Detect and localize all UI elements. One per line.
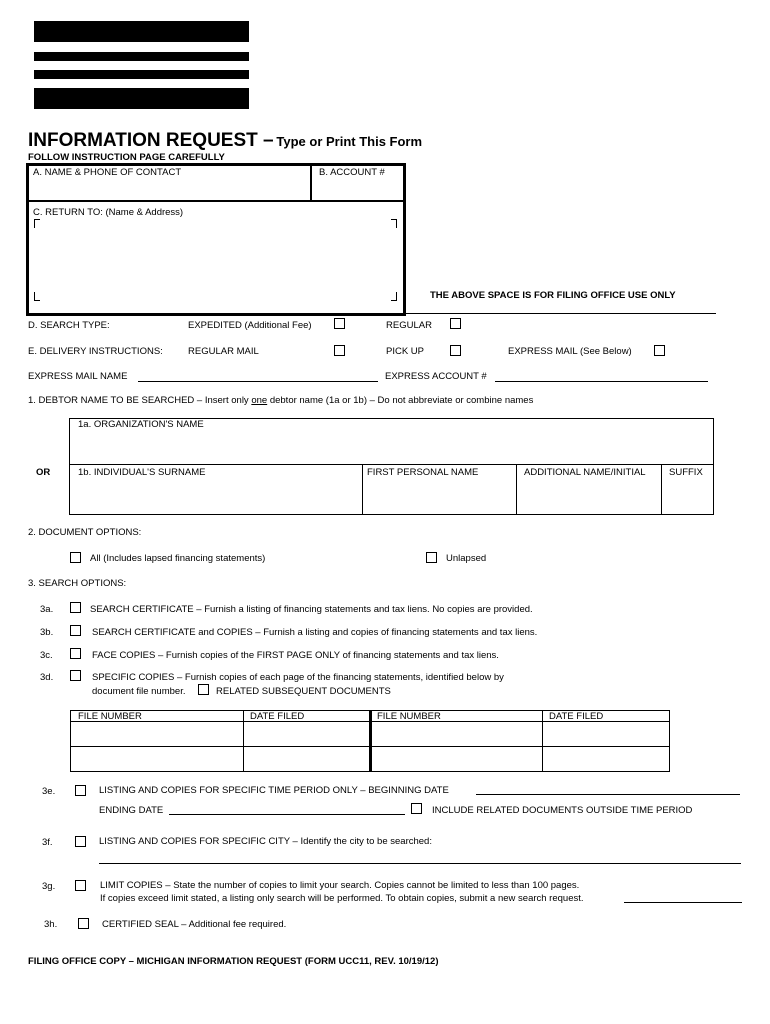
express-name-input[interactable] [138,381,378,382]
option-3d-number: 3d. [40,672,54,683]
document-options-heading: 2. DOCUMENT OPTIONS: [28,527,142,538]
option-3a-number: 3a. [40,604,54,615]
corner-mark-tl [34,219,40,228]
file-number-cell-1[interactable] [71,722,242,746]
suffix-label: SUFFIX [669,467,703,478]
file-table-col-divider-1 [243,710,244,772]
file-table-col-divider-2 [369,710,372,772]
account-label: B. ACCOUNT # [319,167,385,178]
option-3a-checkbox[interactable] [70,602,81,613]
organization-name-label: 1a. ORGANIZATION'S NAME [78,419,204,430]
header-redaction-bar-4 [34,88,249,109]
express-account-input[interactable] [495,381,708,382]
file-number-cell-2[interactable] [373,722,541,746]
file-number-cell-4[interactable] [373,747,541,771]
express-name-label: EXPRESS MAIL NAME [28,371,128,382]
date-filed-cell-4[interactable] [544,747,669,771]
option-3b-number: 3b. [40,627,54,638]
or-label: OR [36,467,51,478]
express-account-label: EXPRESS ACCOUNT # [385,371,487,382]
file-table-header-2: DATE FILED [250,711,305,722]
include-related-label: INCLUDE RELATED DOCUMENTS OUTSIDE TIME PERIOD [432,805,693,816]
delivery-label: E. DELIVERY INSTRUCTIONS: [28,346,163,357]
related-subsequent-checkbox[interactable] [198,684,209,695]
option-3e-number: 3e. [42,786,56,797]
regular-mail-label: REGULAR MAIL [188,346,259,357]
option-3g-text: LIMIT COPIES – State the number of copies to limit your search. Copies cannot be limited to less than 100 pages. [100,880,580,891]
debtor-heading-pre: 1. DEBTOR NAME TO BE SEARCHED – Insert only [28,395,252,406]
search-options-heading: 3. SEARCH OPTIONS: [28,578,127,589]
file-table-header-4: DATE FILED [549,711,604,722]
corner-mark-tr [391,219,397,228]
corner-mark-bl [34,292,40,301]
option-3g-checkbox[interactable] [75,880,86,891]
copy-limit-input[interactable] [624,902,742,903]
option-3c-number: 3c. [40,650,53,661]
ending-date-input[interactable] [169,814,405,815]
first-name-label: FIRST PERSONAL NAME [367,467,479,478]
express-mail-checkbox[interactable] [654,345,665,356]
option-3a-text: SEARCH CERTIFICATE – Furnish a listing of financing statements and tax liens. No copies are provided. [90,604,533,615]
file-table-col-divider-3 [542,710,543,772]
option-3d-text: SPECIFIC COPIES – Furnish copies of each page of the financing statements, identified below by [92,672,504,683]
return-to-label: C. RETURN TO: (Name & Address) [33,207,184,218]
option-3b-checkbox[interactable] [70,625,81,636]
option-3d-text-line2: document file number. [92,686,186,697]
page-title [28,130,422,152]
header-redaction-bar-2 [34,52,249,61]
option-3h-text: CERTIFIED SEAL – Additional fee required. [102,919,287,930]
debtor-heading-post: debtor name (1a or 1b) – Do not abbreviate or combine names [267,395,534,406]
file-table-header-3: FILE NUMBER [377,711,441,722]
unlapsed-label: Unlapsed [446,553,487,564]
surname-label: 1b. INDIVIDUAL'S SURNAME [78,467,206,478]
filing-office-note: THE ABOVE SPACE IS FOR FILING OFFICE USE ONLY [430,290,676,301]
city-input[interactable] [99,863,741,864]
debtor-heading [28,395,533,406]
ending-date-label: ENDING DATE [99,805,164,816]
all-documents-label: All (Includes lapsed financing statements) [90,553,266,564]
unlapsed-checkbox[interactable] [426,552,437,563]
pick-up-checkbox[interactable] [450,345,461,356]
option-3d-checkbox[interactable] [70,670,81,681]
date-filed-cell-2[interactable] [544,722,669,746]
search-type-label: D. SEARCH TYPE: [28,320,110,331]
expedited-checkbox[interactable] [334,318,345,329]
file-table-header-1: FILE NUMBER [78,711,142,722]
date-filed-cell-3[interactable] [245,747,368,771]
regular-label: REGULAR [386,320,432,331]
option-3c-checkbox[interactable] [70,648,81,659]
option-3c-text: FACE COPIES – Furnish copies of the FIRST PAGE ONLY of financing statements and tax liens. [92,650,499,661]
related-subsequent-label: RELATED SUBSEQUENT DOCUMENTS [216,686,391,697]
option-3b-text: SEARCH CERTIFICATE and COPIES – Furnish a listing and copies of financing statements and tax liens. [92,627,538,638]
debtor-heading-emphasis: one [251,395,268,406]
additional-name-label: ADDITIONAL NAME/INITIAL [524,467,646,478]
form-subtitle: Type or Print This Form [276,134,423,149]
beginning-date-input[interactable] [476,794,740,795]
regular-mail-checkbox[interactable] [334,345,345,356]
option-3h-number: 3h. [44,919,58,930]
option-3g-number: 3g. [42,881,56,892]
option-3f-checkbox[interactable] [75,836,86,847]
option-3h-checkbox[interactable] [78,918,89,929]
regular-checkbox[interactable] [450,318,461,329]
contact-label: A. NAME & PHONE OF CONTACT [33,167,182,178]
return-address-field[interactable] [32,220,400,304]
instruction-note: FOLLOW INSTRUCTION PAGE CAREFULLY [28,152,225,163]
form-footer: FILING OFFICE COPY – MICHIGAN INFORMATION REQUEST (FORM UCC11, REV. 10/19/12) [28,956,439,967]
express-mail-label: EXPRESS MAIL (See Below) [508,346,632,357]
option-3g-text-line2: If copies exceed limit stated, a listing only search will be performed. To obtain copies, submit a new search request. [100,893,584,904]
expedited-label: EXPEDITED (Additional Fee) [188,320,312,331]
file-number-cell-3[interactable] [71,747,242,771]
option-3f-number: 3f. [42,837,53,848]
header-redaction-bar-3 [34,70,249,79]
top-section-divider [406,313,716,314]
option-3e-checkbox[interactable] [75,785,86,796]
option-3e-text: LISTING AND COPIES FOR SPECIFIC TIME PERIOD ONLY – BEGINNING DATE [99,785,449,796]
pick-up-label: PICK UP [386,346,425,357]
form-title: INFORMATION REQUEST – [28,130,274,151]
all-documents-checkbox[interactable] [70,552,81,563]
corner-mark-br [391,292,397,301]
date-filed-cell-1[interactable] [245,722,368,746]
header-redaction-bar-1 [34,21,249,42]
include-related-checkbox[interactable] [411,803,422,814]
option-3f-text: LISTING AND COPIES FOR SPECIFIC CITY – Identify the city to be searched: [99,836,432,847]
